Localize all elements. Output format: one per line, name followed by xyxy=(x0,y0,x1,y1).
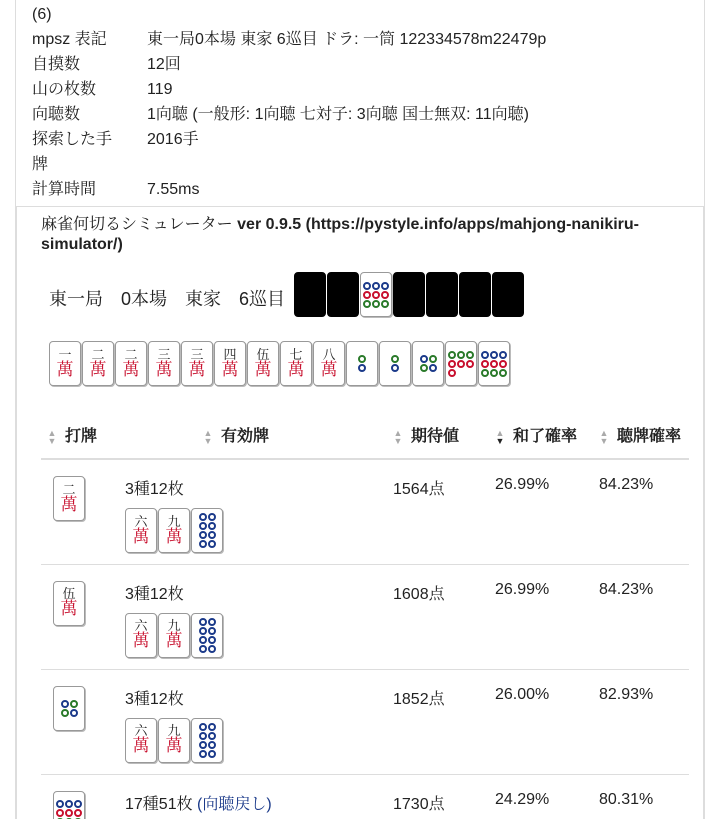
hand-tile-3m[interactable]: 三 萬 xyxy=(181,341,213,386)
hand-tile-3m[interactable]: 三 萬 xyxy=(148,341,180,386)
table-row xyxy=(41,459,689,564)
win-rate: 26.00% xyxy=(495,669,599,774)
expected-value: 1608点 xyxy=(393,564,495,669)
hand-tile-4p[interactable] xyxy=(412,341,444,386)
hand-tile-7p[interactable] xyxy=(445,341,477,386)
win-rate: 26.99% xyxy=(495,564,599,669)
effective-tile-9m: 九 萬 xyxy=(158,613,190,658)
round-state xyxy=(49,285,303,311)
effective-cell xyxy=(125,564,393,669)
hand-tile-8m[interactable]: 八 萬 xyxy=(313,341,345,386)
hand-tile-2m[interactable]: 二 萬 xyxy=(82,341,114,386)
info-row-wall: 山の枚数 119 xyxy=(32,81,173,98)
tile-back xyxy=(327,272,359,317)
discard-cell xyxy=(41,564,125,669)
effective-count: 17種51枚 xyxy=(125,795,193,813)
discard-cell xyxy=(41,459,125,564)
result-info xyxy=(32,2,546,202)
table-row xyxy=(41,774,689,819)
tenpai-rate: 80.31% xyxy=(599,774,689,819)
table-row xyxy=(41,669,689,774)
step-number: (6) xyxy=(32,6,52,23)
expected-value: 1852点 xyxy=(393,669,495,774)
tenpai-rate: 84.23% xyxy=(599,564,689,669)
info-row-mpsz: mpsz 表記 東一局0本場 東家 6巡目 ドラ: 一筒 122334578m22479p xyxy=(32,31,547,48)
backtrack-note: (向聴戻し) xyxy=(192,795,272,813)
hand-tile-5m[interactable]: 伍 萬 xyxy=(247,341,279,386)
tile-back xyxy=(426,272,458,317)
sort-icon: ▲ ▼ xyxy=(47,427,57,446)
tile-back xyxy=(294,272,326,317)
win-rate: 26.99% xyxy=(495,459,599,564)
hand-tile-7m[interactable]: 七 萬 xyxy=(280,341,312,386)
hand-tile-2m[interactable]: 二 萬 xyxy=(115,341,147,386)
col-win-rate[interactable]: ▲ ▼ 和了確率 xyxy=(495,411,599,459)
effective-tile-8p xyxy=(191,508,223,553)
effective-tile-9m: 九 萬 xyxy=(158,508,190,553)
expected-value: 1730点 xyxy=(393,774,495,819)
tenpai-rate: 82.93% xyxy=(599,669,689,774)
effective-tile-8p xyxy=(191,718,223,763)
effective-tile-9m: 九 萬 xyxy=(158,718,190,763)
discard-tile-9p xyxy=(53,791,85,819)
table-header-row xyxy=(41,411,689,459)
effective-tiles xyxy=(125,613,393,658)
hand-tile-4m[interactable]: 四 萬 xyxy=(214,341,246,386)
col-discard[interactable]: ▲ ▼ 打牌 xyxy=(41,411,125,459)
hand-tile-1m[interactable]: 一 萬 xyxy=(49,341,81,386)
table-row xyxy=(41,564,689,669)
hand-tiles xyxy=(49,341,510,386)
tenpai-rate: 84.23% xyxy=(599,459,689,564)
col-tenpai-rate[interactable]: ▲ ▼ 聴牌確率 xyxy=(599,411,689,459)
turn-label: 6巡目 xyxy=(239,289,286,309)
dora-indicator-tile xyxy=(360,272,392,317)
effective-tiles xyxy=(125,508,393,553)
effective-tiles xyxy=(125,718,393,763)
effective-cell xyxy=(125,459,393,564)
effective-count: 3種12枚 xyxy=(125,481,184,498)
simulator-card xyxy=(16,206,704,819)
hand-tile-2p[interactable] xyxy=(346,341,378,386)
hand-tile-9p[interactable] xyxy=(478,341,510,386)
sort-icon: ▲ ▼ xyxy=(203,427,213,446)
results-table xyxy=(41,411,689,819)
sort-icon: ▲ ▼ xyxy=(599,427,609,446)
seat-label: 東家 xyxy=(185,289,222,309)
round-label: 東一局 xyxy=(49,289,103,309)
hand-tile-2p[interactable] xyxy=(379,341,411,386)
effective-cell xyxy=(125,774,393,819)
tile-back xyxy=(459,272,491,317)
info-row-searched: 探索した手牌 2016手 xyxy=(32,131,199,173)
effective-count: 3種12枚 xyxy=(125,690,184,708)
effective-tile-8p xyxy=(191,613,223,658)
effective-cell xyxy=(125,669,393,774)
honba-label: 0本場 xyxy=(121,289,168,309)
effective-tile-6m: 六 萬 xyxy=(125,718,157,763)
expected-value: 1564点 xyxy=(393,459,495,564)
tile-back xyxy=(492,272,524,317)
info-row-time: 計算時間 7.55ms xyxy=(32,181,200,198)
col-expected[interactable]: ▲ ▼ 期待値 xyxy=(393,411,495,459)
sort-desc-icon: ▲ ▼ xyxy=(495,427,505,446)
discard-cell xyxy=(41,774,125,819)
col-effective[interactable]: ▲ ▼ 有効牌 xyxy=(125,411,393,459)
discard-cell xyxy=(41,669,125,774)
info-row-draws: 自摸数 12回 xyxy=(32,56,181,73)
sort-icon: ▲ ▼ xyxy=(393,427,403,446)
discard-tile-4p xyxy=(53,686,85,731)
effective-count: 3種12枚 xyxy=(125,585,184,603)
discard-tile-5m: 伍 萬 xyxy=(53,581,85,626)
effective-tile-6m: 六 萬 xyxy=(125,508,157,553)
win-rate: 24.29% xyxy=(495,774,599,819)
simulator-title: 麻雀何切るシミュレーター ver 0.9.5 (https://pystyle.info/apps/mahjong-nanikiru-simulator/) xyxy=(41,216,639,253)
info-row-shanten: 向聴数 1向聴 (一般形: 1向聴 七対子: 3向聴 国士無双: 11向聴) xyxy=(32,106,529,123)
tile-back xyxy=(393,272,425,317)
effective-tile-6m: 六 萬 xyxy=(125,613,157,658)
discard-tile-2m: 二 萬 xyxy=(53,476,85,521)
dora-indicators xyxy=(294,272,524,317)
